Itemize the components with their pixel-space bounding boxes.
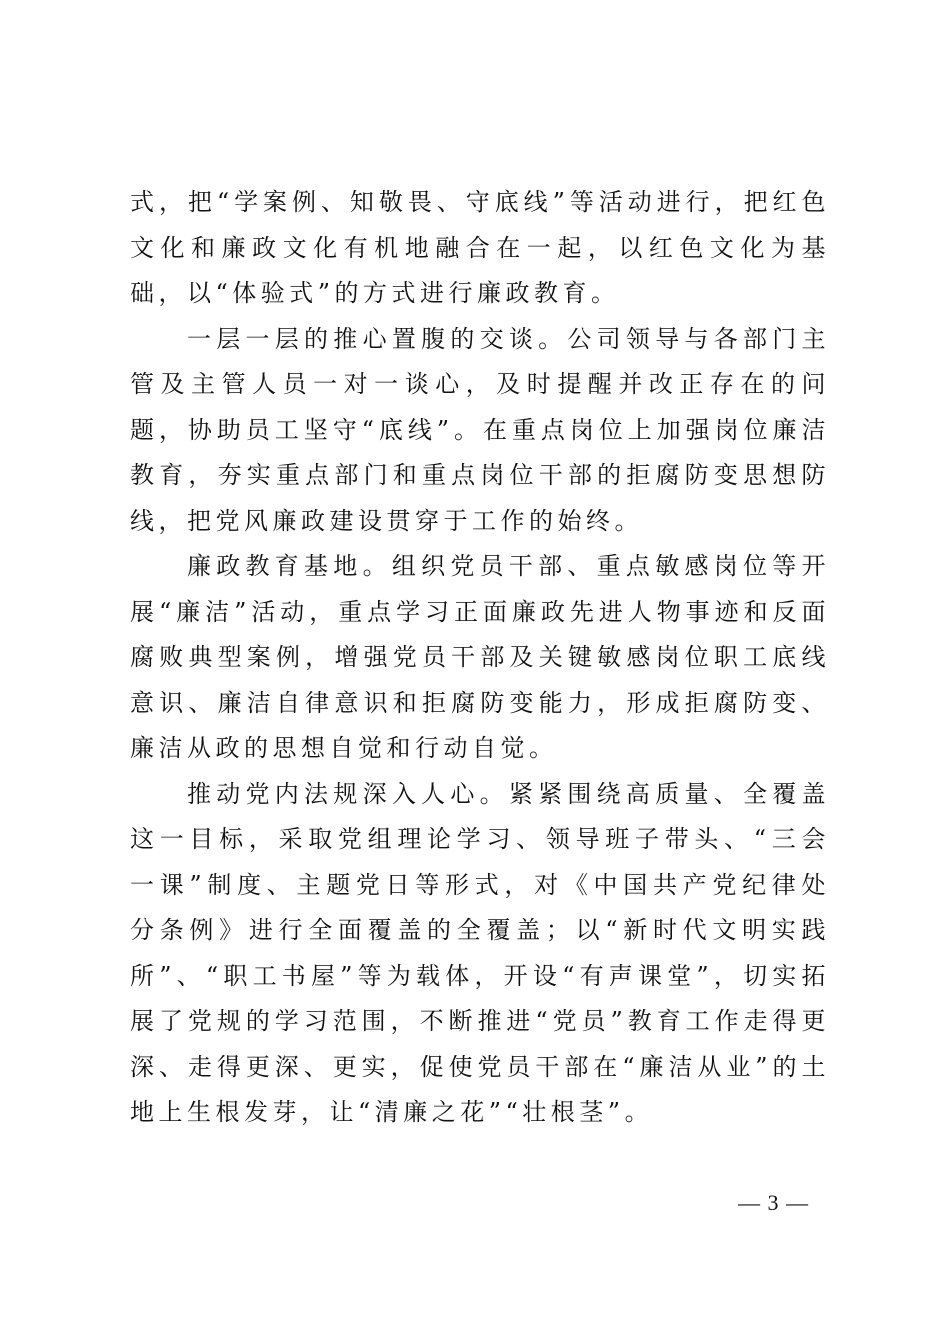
paragraph-continuation: 式，把“学案例、知敬畏、守底线”等活动进行，把红色文化和廉政文化有机地融合在一起，以红色文化为基础，以“体验式”的方式进行廉政教育。 [130,188,830,307]
paragraph-integrity-education-base: 廉政教育基地。组织党员干部、重点敏感岗位等开展“廉洁”活动，重点学习正面廉政先进人物事迹和反面腐败典型案例，增强党员干部及关键敏感岗位职工底线意识、廉洁自律意识和拒腐防变能力，形成拒腐防变、廉洁从政的思想自觉和行动自觉。 [130,552,830,762]
paragraph-party-regulations: 推动党内法规深入人心。紧紧围绕高质量、全覆盖这一目标，采取党组理论学习、领导班子带头、“三会一课”制度、主题党日等形式，对《中国共产党纪律处分条例》进行全面覆盖的全覆盖；以“新时代文明实践所”、“职工书屋”等为载体，开设“有声课堂”，切实拓展了党规的学习范围，不断推进“党员”教育工作走得更深、走得更深、更实，促使党员干部在“廉洁从业”的土地上生根发芽，让“清廉之花”“壮根茎”。 [130,779,830,1126]
paragraph-heart-to-heart-talks: 一层一层的推心置腹的交谈。公司领导与各部门主管及主管人员一对一谈心，及时提醒并改正存在的问题，协助员工坚守“底线”。在重点岗位上加强岗位廉洁教育，夯实重点部门和重点岗位干部的拒腐防变思想防线，把党风廉政建设贯穿于工作的始终。 [130,324,830,535]
page-number: — 3 — [738,1190,809,1215]
document-body [130,180,830,1136]
